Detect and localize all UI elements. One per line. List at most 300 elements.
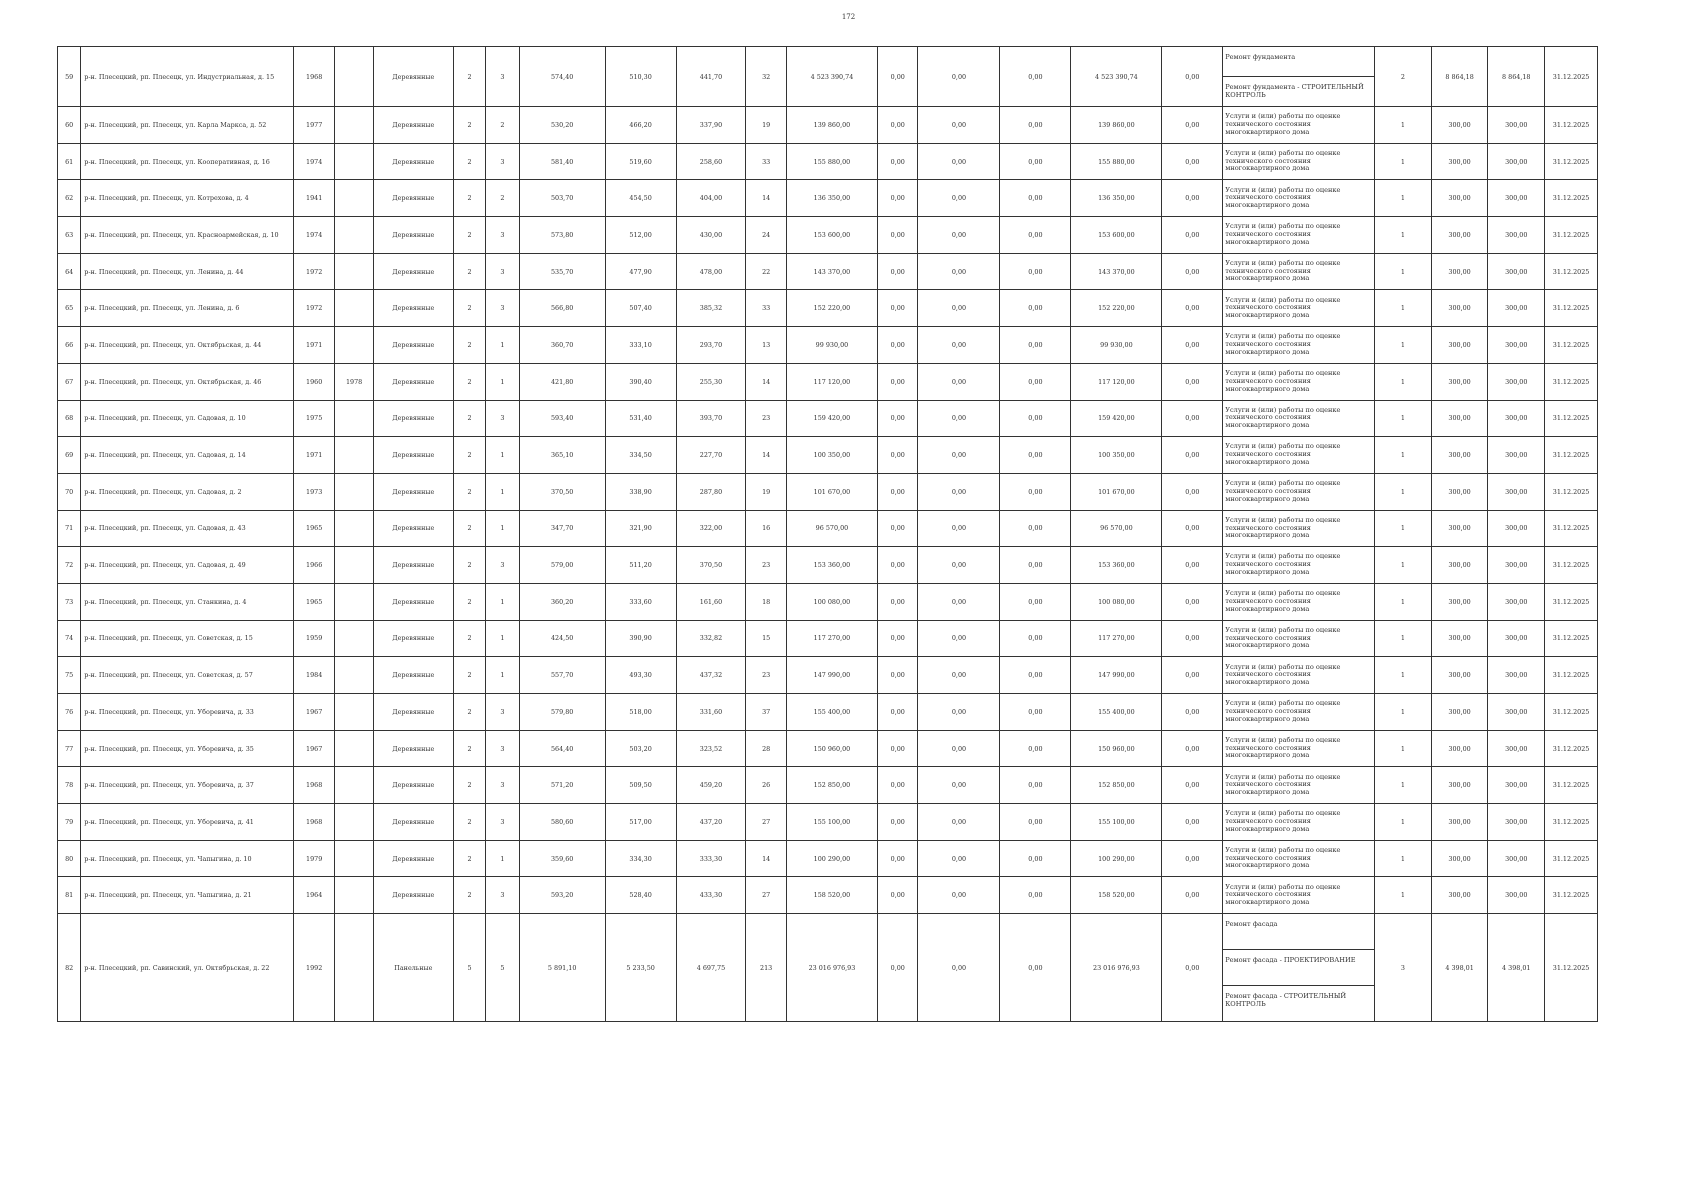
- cell-residents: 37: [746, 694, 786, 731]
- cell-fund-r: 0,00: [918, 217, 1000, 254]
- cell-area-living: 390,90: [605, 620, 676, 657]
- cell-work-type: Услуги и (или) работы по оценке технического состояния многоквартирного дома: [1223, 620, 1375, 657]
- cell-area-living: 5 233,50: [605, 914, 676, 1022]
- cell-work-type: Услуги и (или) работы по оценке технического состояния многоквартирного дома: [1223, 473, 1375, 510]
- table-row: [58, 363, 1598, 400]
- cell-unit-cost: 300,00: [1431, 840, 1488, 877]
- cell-year-reno: [335, 47, 373, 107]
- cell-cost-total: 143 370,00: [786, 253, 877, 290]
- cell-cost-total: 100 350,00: [786, 437, 877, 474]
- cell-area-res: 437,32: [676, 657, 746, 694]
- cell-deadline: 31.12.2025: [1545, 547, 1598, 584]
- cell-area-living: 454,50: [605, 180, 676, 217]
- cell-cost-total: 96 570,00: [786, 510, 877, 547]
- table-row: [58, 767, 1598, 804]
- cell-floors: 2: [453, 657, 485, 694]
- cell-address: р-н. Плесецкий, рп. Плесецк, ул. Чапыгина, д. 21: [81, 877, 294, 914]
- cell-count: 1: [1375, 657, 1432, 694]
- cell-max-cost: 300,00: [1488, 804, 1545, 841]
- cell-fund-m: 0,00: [1000, 620, 1071, 657]
- cell-fund-own: 100 290,00: [1071, 840, 1162, 877]
- cell-fund-other: 0,00: [1162, 510, 1223, 547]
- cell-address: р-н. Плесецкий, рп. Плесецк, ул. Ленина, д. 6: [81, 290, 294, 327]
- cell-work-type: Услуги и (или) работы по оценке технического состояния многоквартирного дома: [1223, 547, 1375, 584]
- cell-year-built: 1971: [293, 327, 335, 364]
- cell-max-cost: 300,00: [1488, 510, 1545, 547]
- cell-fund-m: 0,00: [1000, 180, 1071, 217]
- cell-year-reno: [335, 914, 373, 1022]
- cell-cost-total: 100 080,00: [786, 583, 877, 620]
- cell-cost-total: 101 670,00: [786, 473, 877, 510]
- cell-floors: 2: [453, 327, 485, 364]
- cell-year-built: 1965: [293, 510, 335, 547]
- table-row: [58, 253, 1598, 290]
- cell-area-total: 424,50: [519, 620, 605, 657]
- cell-cost-total: 117 120,00: [786, 363, 877, 400]
- cell-area-living: 334,50: [605, 437, 676, 474]
- cell-fund-own: 153 360,00: [1071, 547, 1162, 584]
- cell-year-reno: 1978: [335, 363, 373, 400]
- cell-count: 2: [1375, 47, 1432, 107]
- cell-fund-other: 0,00: [1162, 400, 1223, 437]
- cell-work-type: Услуги и (или) работы по оценке технического состояния многоквартирного дома: [1223, 510, 1375, 547]
- cell-fund-f: 0,00: [878, 914, 918, 1022]
- cell-year-built: 1968: [293, 804, 335, 841]
- cell-address: р-н. Плесецкий, рп. Плесецк, ул. Октябрьская, д. 46: [81, 363, 294, 400]
- cell-year-reno: [335, 840, 373, 877]
- cell-work-type: Услуги и (или) работы по оценке технического состояния многоквартирного дома: [1223, 694, 1375, 731]
- cell-unit-cost: 300,00: [1431, 694, 1488, 731]
- table-row: [58, 473, 1598, 510]
- cell-fund-other: 0,00: [1162, 694, 1223, 731]
- cell-area-res: 441,70: [676, 47, 746, 107]
- cell-work-type: Услуги и (или) работы по оценке технического состояния многоквартирного дома: [1223, 400, 1375, 437]
- cell-fund-own: 153 600,00: [1071, 217, 1162, 254]
- cell-year-reno: [335, 327, 373, 364]
- cell-wall: Деревянные: [373, 804, 453, 841]
- cell-wall: Деревянные: [373, 107, 453, 144]
- cell-work-type: Услуги и (или) работы по оценке технического состояния многоквартирного дома: [1223, 327, 1375, 364]
- cell-year-built: 1974: [293, 143, 335, 180]
- cell-num: 73: [58, 583, 81, 620]
- cell-year-built: 1967: [293, 694, 335, 731]
- cell-unit-cost: 300,00: [1431, 143, 1488, 180]
- cell-num: 81: [58, 877, 81, 914]
- cell-unit-cost: 300,00: [1431, 510, 1488, 547]
- cell-year-reno: [335, 253, 373, 290]
- cell-area-res: 393,70: [676, 400, 746, 437]
- cell-floors: 2: [453, 400, 485, 437]
- cell-num: 80: [58, 840, 81, 877]
- cell-work-type: Услуги и (или) работы по оценке технического состояния многоквартирного дома: [1223, 583, 1375, 620]
- cell-max-cost: 300,00: [1488, 437, 1545, 474]
- cell-fund-other: 0,00: [1162, 877, 1223, 914]
- cell-deadline: 31.12.2025: [1545, 363, 1598, 400]
- cell-area-total: 564,40: [519, 730, 605, 767]
- table-row: [58, 840, 1598, 877]
- cell-residents: 19: [746, 473, 786, 510]
- cell-deadline: 31.12.2025: [1545, 400, 1598, 437]
- cell-count: 1: [1375, 694, 1432, 731]
- cell-area-living: 334,30: [605, 840, 676, 877]
- cell-area-res: 404,00: [676, 180, 746, 217]
- cell-work-type: Услуги и (или) работы по оценке технического состояния многоквартирного дома: [1223, 143, 1375, 180]
- cell-year-reno: [335, 730, 373, 767]
- cell-wall: Деревянные: [373, 510, 453, 547]
- cell-year-reno: [335, 473, 373, 510]
- cell-cost-total: 153 600,00: [786, 217, 877, 254]
- cell-cost-total: 153 360,00: [786, 547, 877, 584]
- cell-fund-other: 0,00: [1162, 363, 1223, 400]
- cell-fund-m: 0,00: [1000, 217, 1071, 254]
- cell-fund-m: 0,00: [1000, 473, 1071, 510]
- cell-year-built: 1992: [293, 914, 335, 1022]
- cell-fund-own: 139 860,00: [1071, 107, 1162, 144]
- cell-floors: 2: [453, 730, 485, 767]
- cell-entrances: 3: [486, 217, 519, 254]
- cell-unit-cost: 300,00: [1431, 327, 1488, 364]
- table-row: [58, 804, 1598, 841]
- cell-fund-m: 0,00: [1000, 327, 1071, 364]
- cell-cost-total: 159 420,00: [786, 400, 877, 437]
- cell-year-reno: [335, 143, 373, 180]
- cell-entrances: 2: [486, 107, 519, 144]
- cell-fund-m: 0,00: [1000, 253, 1071, 290]
- cell-floors: 2: [453, 877, 485, 914]
- cell-count: 1: [1375, 400, 1432, 437]
- cell-fund-other: 0,00: [1162, 730, 1223, 767]
- cell-count: 1: [1375, 510, 1432, 547]
- cell-area-res: 322,00: [676, 510, 746, 547]
- cell-num: 63: [58, 217, 81, 254]
- table-row: [58, 400, 1598, 437]
- cell-fund-f: 0,00: [878, 840, 918, 877]
- cell-max-cost: 300,00: [1488, 180, 1545, 217]
- cell-deadline: 31.12.2025: [1545, 217, 1598, 254]
- cell-residents: 213: [746, 914, 786, 1022]
- cell-num: 60: [58, 107, 81, 144]
- cell-deadline: 31.12.2025: [1545, 290, 1598, 327]
- cell-unit-cost: 300,00: [1431, 253, 1488, 290]
- cell-fund-m: 0,00: [1000, 694, 1071, 731]
- cell-fund-own: 150 960,00: [1071, 730, 1162, 767]
- cell-count: 1: [1375, 547, 1432, 584]
- cell-area-living: 510,30: [605, 47, 676, 107]
- cell-num: 67: [58, 363, 81, 400]
- cell-work-type: Услуги и (или) работы по оценке технического состояния многоквартирного дома: [1223, 657, 1375, 694]
- cell-max-cost: 300,00: [1488, 547, 1545, 584]
- cell-cost-total: 117 270,00: [786, 620, 877, 657]
- cell-unit-cost: 300,00: [1431, 400, 1488, 437]
- cell-deadline: 31.12.2025: [1545, 804, 1598, 841]
- cell-floors: 2: [453, 547, 485, 584]
- page-number: 172: [841, 13, 856, 21]
- cell-area-living: 477,90: [605, 253, 676, 290]
- cell-max-cost: 300,00: [1488, 473, 1545, 510]
- cell-fund-f: 0,00: [878, 143, 918, 180]
- table-body: [58, 47, 1598, 1022]
- cell-count: 1: [1375, 840, 1432, 877]
- cell-year-reno: [335, 657, 373, 694]
- cell-cost-total: 4 523 390,74: [786, 47, 877, 107]
- cell-fund-f: 0,00: [878, 327, 918, 364]
- cell-fund-m: 0,00: [1000, 583, 1071, 620]
- cell-fund-other: 0,00: [1162, 583, 1223, 620]
- cell-year-built: 1966: [293, 547, 335, 584]
- cell-area-total: 360,20: [519, 583, 605, 620]
- cell-floors: 2: [453, 217, 485, 254]
- cell-num: 74: [58, 620, 81, 657]
- cell-area-total: 370,50: [519, 473, 605, 510]
- cell-unit-cost: 300,00: [1431, 767, 1488, 804]
- cell-fund-own: 152 220,00: [1071, 290, 1162, 327]
- cell-entrances: 3: [486, 694, 519, 731]
- cell-year-built: 1975: [293, 400, 335, 437]
- cell-wall: Деревянные: [373, 547, 453, 584]
- cell-count: 1: [1375, 253, 1432, 290]
- cell-wall: Деревянные: [373, 217, 453, 254]
- cell-fund-m: 0,00: [1000, 437, 1071, 474]
- cell-area-total: 593,20: [519, 877, 605, 914]
- cell-cost-total: 152 850,00: [786, 767, 877, 804]
- cell-count: 1: [1375, 804, 1432, 841]
- cell-fund-r: 0,00: [918, 510, 1000, 547]
- cell-fund-own: 159 420,00: [1071, 400, 1162, 437]
- cell-address: р-н. Плесецкий, рп. Плесецк, ул. Уборевича, д. 35: [81, 730, 294, 767]
- cell-entrances: 1: [486, 620, 519, 657]
- cell-count: 1: [1375, 620, 1432, 657]
- cell-fund-r: 0,00: [918, 767, 1000, 804]
- cell-residents: 23: [746, 400, 786, 437]
- cell-residents: 23: [746, 547, 786, 584]
- cell-fund-own: 155 880,00: [1071, 143, 1162, 180]
- cell-fund-m: 0,00: [1000, 657, 1071, 694]
- cell-deadline: 31.12.2025: [1545, 730, 1598, 767]
- cell-fund-r: 0,00: [918, 253, 1000, 290]
- cell-area-total: 503,70: [519, 180, 605, 217]
- cell-area-res: 433,30: [676, 877, 746, 914]
- cell-address: р-н. Плесецкий, рп. Плесецк, ул. Красноармейская, д. 10: [81, 217, 294, 254]
- cell-fund-r: 0,00: [918, 437, 1000, 474]
- cell-entrances: 3: [486, 877, 519, 914]
- cell-num: 79: [58, 804, 81, 841]
- cell-max-cost: 300,00: [1488, 657, 1545, 694]
- table-row: [58, 657, 1598, 694]
- cell-wall: Деревянные: [373, 657, 453, 694]
- cell-unit-cost: 300,00: [1431, 107, 1488, 144]
- cell-fund-f: 0,00: [878, 510, 918, 547]
- cell-fund-f: 0,00: [878, 620, 918, 657]
- cell-area-res: 459,20: [676, 767, 746, 804]
- cell-floors: 2: [453, 583, 485, 620]
- cell-num: 78: [58, 767, 81, 804]
- cell-year-built: 1972: [293, 290, 335, 327]
- cell-fund-f: 0,00: [878, 107, 918, 144]
- cell-fund-f: 0,00: [878, 877, 918, 914]
- cell-entrances: 1: [486, 437, 519, 474]
- cell-count: 1: [1375, 473, 1432, 510]
- cell-max-cost: 300,00: [1488, 694, 1545, 731]
- cell-area-res: 430,00: [676, 217, 746, 254]
- cell-area-living: 511,20: [605, 547, 676, 584]
- cell-residents: 22: [746, 253, 786, 290]
- cell-wall: Деревянные: [373, 877, 453, 914]
- cell-residents: 33: [746, 290, 786, 327]
- cell-fund-r: 0,00: [918, 804, 1000, 841]
- cell-fund-other: 0,00: [1162, 107, 1223, 144]
- cell-count: 1: [1375, 583, 1432, 620]
- cell-year-reno: [335, 107, 373, 144]
- cell-num: 68: [58, 400, 81, 437]
- cell-cost-total: 155 400,00: [786, 694, 877, 731]
- cell-residents: 15: [746, 620, 786, 657]
- cell-fund-other: 0,00: [1162, 547, 1223, 584]
- cell-floors: 2: [453, 840, 485, 877]
- cell-year-built: 1967: [293, 730, 335, 767]
- cell-residents: 23: [746, 657, 786, 694]
- cell-residents: 27: [746, 804, 786, 841]
- cell-entrances: 1: [486, 327, 519, 364]
- cell-residents: 33: [746, 143, 786, 180]
- cell-area-res: 333,30: [676, 840, 746, 877]
- cell-fund-other: 0,00: [1162, 840, 1223, 877]
- cell-cost-total: 155 100,00: [786, 804, 877, 841]
- cell-area-res: 161,60: [676, 583, 746, 620]
- cell-address: р-н. Плесецкий, рп. Плесецк, ул. Уборевича, д. 41: [81, 804, 294, 841]
- cell-address: р-н. Плесецкий, рп. Плесецк, ул. Карла Маркса, д. 52: [81, 107, 294, 144]
- cell-area-res: 331,60: [676, 694, 746, 731]
- cell-area-total: 579,80: [519, 694, 605, 731]
- cell-address: р-н. Плесецкий, рп. Плесецк, ул. Ленина, д. 44: [81, 253, 294, 290]
- cell-entrances: 2: [486, 180, 519, 217]
- table-row: [58, 510, 1598, 547]
- cell-residents: 27: [746, 877, 786, 914]
- cell-floors: 2: [453, 47, 485, 107]
- cell-residents: 16: [746, 510, 786, 547]
- cell-entrances: 3: [486, 547, 519, 584]
- cell-fund-own: 155 100,00: [1071, 804, 1162, 841]
- cell-floors: 2: [453, 767, 485, 804]
- cell-fund-own: 147 990,00: [1071, 657, 1162, 694]
- cell-fund-m: 0,00: [1000, 143, 1071, 180]
- cell-work-type: Ремонт фасада: [1223, 914, 1375, 950]
- cell-fund-m: 0,00: [1000, 400, 1071, 437]
- cell-entrances: 5: [486, 914, 519, 1022]
- cell-area-total: 566,80: [519, 290, 605, 327]
- cell-cost-total: 147 990,00: [786, 657, 877, 694]
- cell-fund-m: 0,00: [1000, 547, 1071, 584]
- cell-wall: Деревянные: [373, 840, 453, 877]
- cell-work-type: Ремонт фасада - ПРОЕКТИРОВАНИЕ: [1223, 950, 1375, 986]
- cell-fund-other: 0,00: [1162, 914, 1223, 1022]
- cell-fund-r: 0,00: [918, 657, 1000, 694]
- cell-fund-m: 0,00: [1000, 47, 1071, 107]
- cell-count: 1: [1375, 730, 1432, 767]
- cell-count: 1: [1375, 290, 1432, 327]
- cell-residents: 13: [746, 327, 786, 364]
- cell-fund-r: 0,00: [918, 47, 1000, 107]
- cell-deadline: 31.12.2025: [1545, 583, 1598, 620]
- cell-cost-total: 158 520,00: [786, 877, 877, 914]
- cell-max-cost: 4 398,01: [1488, 914, 1545, 1022]
- cell-fund-r: 0,00: [918, 547, 1000, 584]
- cell-entrances: 1: [486, 657, 519, 694]
- cell-fund-m: 0,00: [1000, 363, 1071, 400]
- cell-cost-total: 136 350,00: [786, 180, 877, 217]
- cell-fund-own: 96 570,00: [1071, 510, 1162, 547]
- cell-area-res: 323,52: [676, 730, 746, 767]
- cell-unit-cost: 300,00: [1431, 877, 1488, 914]
- cell-wall: Деревянные: [373, 620, 453, 657]
- cell-wall: Деревянные: [373, 253, 453, 290]
- cell-area-living: 333,10: [605, 327, 676, 364]
- cell-floors: 2: [453, 437, 485, 474]
- cell-address: р-н. Плесецкий, рп. Плесецк, ул. Советская, д. 15: [81, 620, 294, 657]
- cell-count: 1: [1375, 767, 1432, 804]
- cell-fund-f: 0,00: [878, 730, 918, 767]
- cell-count: 1: [1375, 217, 1432, 254]
- cell-unit-cost: 300,00: [1431, 363, 1488, 400]
- cell-area-total: 535,70: [519, 253, 605, 290]
- cell-fund-own: 101 670,00: [1071, 473, 1162, 510]
- cell-entrances: 3: [486, 400, 519, 437]
- cell-deadline: 31.12.2025: [1545, 327, 1598, 364]
- cell-year-reno: [335, 694, 373, 731]
- cell-area-total: 347,70: [519, 510, 605, 547]
- cell-num: 71: [58, 510, 81, 547]
- cell-wall: Деревянные: [373, 180, 453, 217]
- cell-area-total: 530,20: [519, 107, 605, 144]
- cell-max-cost: 300,00: [1488, 363, 1545, 400]
- cell-floors: 2: [453, 363, 485, 400]
- cell-area-res: 437,20: [676, 804, 746, 841]
- cell-area-living: 321,90: [605, 510, 676, 547]
- cell-year-reno: [335, 620, 373, 657]
- cell-num: 76: [58, 694, 81, 731]
- cell-floors: 5: [453, 914, 485, 1022]
- cell-fund-f: 0,00: [878, 804, 918, 841]
- cell-work-type: Услуги и (или) работы по оценке технического состояния многоквартирного дома: [1223, 804, 1375, 841]
- cell-residents: 14: [746, 180, 786, 217]
- cell-max-cost: 8 864,18: [1488, 47, 1545, 107]
- cell-work-type: Ремонт фасада - СТРОИТЕЛЬНЫЙ КОНТРОЛЬ: [1223, 986, 1375, 1022]
- cell-area-res: 255,30: [676, 363, 746, 400]
- cell-fund-r: 0,00: [918, 400, 1000, 437]
- cell-year-built: 1977: [293, 107, 335, 144]
- cell-entrances: 3: [486, 290, 519, 327]
- cell-num: 62: [58, 180, 81, 217]
- table-row: [58, 47, 1598, 77]
- cell-fund-f: 0,00: [878, 253, 918, 290]
- cell-work-type: Услуги и (или) работы по оценке технического состояния многоквартирного дома: [1223, 877, 1375, 914]
- cell-year-built: 1979: [293, 840, 335, 877]
- cell-floors: 2: [453, 253, 485, 290]
- cell-fund-own: 117 270,00: [1071, 620, 1162, 657]
- cell-num: 75: [58, 657, 81, 694]
- cell-area-living: 531,40: [605, 400, 676, 437]
- cell-floors: 2: [453, 180, 485, 217]
- cell-fund-r: 0,00: [918, 290, 1000, 327]
- cell-residents: 32: [746, 47, 786, 107]
- cell-address: р-н. Плесецкий, рп. Плесецк, ул. Котрехова, д. 4: [81, 180, 294, 217]
- cell-work-type: Услуги и (или) работы по оценке технического состояния многоквартирного дома: [1223, 107, 1375, 144]
- cell-deadline: 31.12.2025: [1545, 840, 1598, 877]
- cell-floors: 2: [453, 510, 485, 547]
- cell-fund-m: 0,00: [1000, 914, 1071, 1022]
- cell-address: р-н. Плесецкий, рп. Плесецк, ул. Советская, д. 57: [81, 657, 294, 694]
- cell-year-built: 1964: [293, 877, 335, 914]
- cell-fund-m: 0,00: [1000, 877, 1071, 914]
